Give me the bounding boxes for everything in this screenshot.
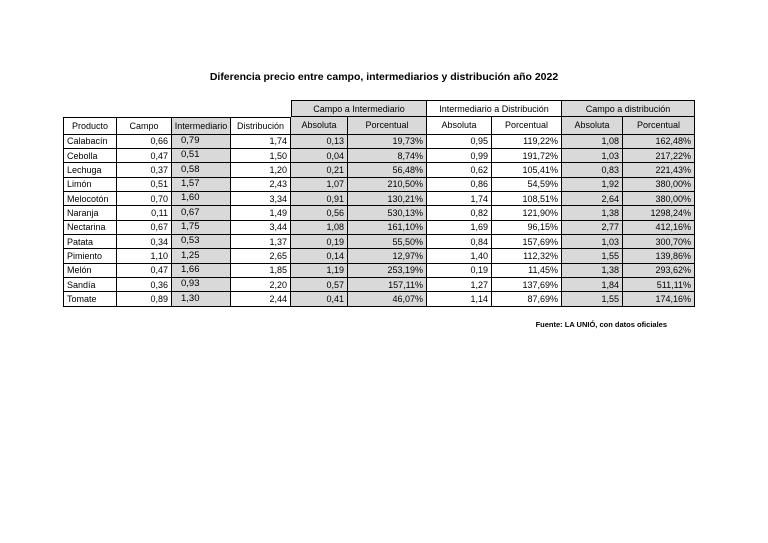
value-cell: 0,99: [427, 149, 492, 163]
value-cell: 1,66: [172, 264, 231, 278]
value-cell: 0,84: [427, 235, 492, 249]
value-cell: 253,19%: [348, 264, 427, 278]
column-header: Absoluta: [291, 117, 348, 135]
product-cell: Lechuga: [63, 163, 117, 177]
value-cell: 0,13: [291, 135, 348, 149]
value-cell: 0,11: [117, 206, 172, 220]
value-cell: 511,11%: [623, 278, 695, 292]
value-cell: 112,32%: [492, 249, 562, 263]
value-cell: 1298,24%: [623, 206, 695, 220]
value-cell: 8,74%: [348, 149, 427, 163]
value-cell: 121,90%: [492, 206, 562, 220]
value-cell: 0,34: [117, 235, 172, 249]
value-cell: 1,38: [562, 206, 623, 220]
value-cell: 0,19: [427, 264, 492, 278]
value-cell: 2,64: [562, 192, 623, 206]
column-header: Producto: [63, 117, 117, 135]
value-cell: 54,59%: [492, 178, 562, 192]
column-header: Absoluta: [427, 117, 492, 135]
value-cell: 130,21%: [348, 192, 427, 206]
value-cell: 0,36: [117, 278, 172, 292]
value-cell: 1,57: [172, 178, 231, 192]
value-cell: 0,91: [291, 192, 348, 206]
value-cell: 221,43%: [623, 163, 695, 177]
value-cell: 0,57: [291, 278, 348, 292]
value-cell: 3,34: [231, 192, 291, 206]
price-table: [63, 100, 695, 307]
value-cell: 300,70%: [623, 235, 695, 249]
value-cell: 1,08: [562, 135, 623, 149]
value-cell: 2,44: [231, 292, 291, 306]
value-cell: 1,55: [562, 292, 623, 306]
value-cell: 1,30: [172, 292, 231, 306]
product-cell: Melón: [63, 264, 117, 278]
value-cell: 139,86%: [623, 249, 695, 263]
value-cell: 3,44: [231, 221, 291, 235]
column-header: Porcentual: [492, 117, 562, 135]
value-cell: 1,84: [562, 278, 623, 292]
value-cell: 1,20: [231, 163, 291, 177]
column-header: Campo: [117, 117, 172, 135]
value-cell: 1,27: [427, 278, 492, 292]
group-header-spacer: [63, 100, 291, 117]
value-cell: 0,14: [291, 249, 348, 263]
value-cell: 0,37: [117, 163, 172, 177]
value-cell: 1,37: [231, 235, 291, 249]
value-cell: 0,51: [117, 178, 172, 192]
value-cell: 1,19: [291, 264, 348, 278]
value-cell: 0,58: [172, 163, 231, 177]
product-cell: Sandía: [63, 278, 117, 292]
value-cell: 2,43: [231, 178, 291, 192]
group-header: Campo a Intermediario: [291, 100, 427, 117]
value-cell: 137,69%: [492, 278, 562, 292]
value-cell: 1,03: [562, 149, 623, 163]
value-cell: 1,74: [231, 135, 291, 149]
product-cell: Limón: [63, 178, 117, 192]
product-cell: Tomate: [63, 292, 117, 306]
value-cell: 380,00%: [623, 192, 695, 206]
value-cell: 2,65: [231, 249, 291, 263]
value-cell: 174,16%: [623, 292, 695, 306]
value-cell: 0,86: [427, 178, 492, 192]
value-cell: 87,69%: [492, 292, 562, 306]
value-cell: 412,16%: [623, 221, 695, 235]
value-cell: 1,08: [291, 221, 348, 235]
value-cell: 210,50%: [348, 178, 427, 192]
value-cell: 0,93: [172, 278, 231, 292]
value-cell: 0,95: [427, 135, 492, 149]
product-cell: Naranja: [63, 206, 117, 220]
value-cell: 1,03: [562, 235, 623, 249]
value-cell: 0,79: [172, 135, 231, 149]
value-cell: 0,47: [117, 264, 172, 278]
value-cell: 162,48%: [623, 135, 695, 149]
value-cell: 0,51: [172, 149, 231, 163]
value-cell: 0,82: [427, 206, 492, 220]
value-cell: 12,97%: [348, 249, 427, 263]
value-cell: 0,62: [427, 163, 492, 177]
value-cell: 19,73%: [348, 135, 427, 149]
product-cell: Pimiento: [63, 249, 117, 263]
value-cell: 0,67: [117, 221, 172, 235]
value-cell: 0,66: [117, 135, 172, 149]
value-cell: 2,20: [231, 278, 291, 292]
value-cell: 1,14: [427, 292, 492, 306]
value-cell: 157,69%: [492, 235, 562, 249]
source-note: Fuente: LA UNIÓ, con datos oficiales: [535, 320, 667, 329]
value-cell: 1,07: [291, 178, 348, 192]
value-cell: 0,56: [291, 206, 348, 220]
value-cell: 1,85: [231, 264, 291, 278]
value-cell: 0,41: [291, 292, 348, 306]
product-cell: Nectarina: [63, 221, 117, 235]
product-cell: Calabacín: [63, 135, 117, 149]
product-cell: Cebolla: [63, 149, 117, 163]
value-cell: 530,13%: [348, 206, 427, 220]
value-cell: 2,77: [562, 221, 623, 235]
value-cell: 55,50%: [348, 235, 427, 249]
page-title: Diferencia precio entre campo, intermediarios y distribución año 2022: [209, 71, 559, 83]
column-header: Absoluta: [562, 117, 623, 135]
value-cell: 0,83: [562, 163, 623, 177]
value-cell: 0,89: [117, 292, 172, 306]
column-header: Porcentual: [348, 117, 427, 135]
value-cell: 0,04: [291, 149, 348, 163]
value-cell: 96,15%: [492, 221, 562, 235]
value-cell: 1,74: [427, 192, 492, 206]
value-cell: 0,70: [117, 192, 172, 206]
value-cell: 161,10%: [348, 221, 427, 235]
value-cell: 380,00%: [623, 178, 695, 192]
value-cell: 157,11%: [348, 278, 427, 292]
value-cell: 1,10: [117, 249, 172, 263]
value-cell: 0,21: [291, 163, 348, 177]
value-cell: 56,48%: [348, 163, 427, 177]
value-cell: 1,60: [172, 192, 231, 206]
value-cell: 0,19: [291, 235, 348, 249]
column-header: Intermediario: [172, 117, 231, 135]
value-cell: 0,53: [172, 235, 231, 249]
value-cell: 1,40: [427, 249, 492, 263]
value-cell: 293,62%: [623, 264, 695, 278]
group-header: Intermediario a Distribución: [427, 100, 562, 117]
value-cell: 191,72%: [492, 149, 562, 163]
product-cell: Patata: [63, 235, 117, 249]
column-header: Distribución: [231, 117, 291, 135]
value-cell: 1,75: [172, 221, 231, 235]
value-cell: 46,07%: [348, 292, 427, 306]
value-cell: 105,41%: [492, 163, 562, 177]
value-cell: 0,47: [117, 149, 172, 163]
value-cell: 1,38: [562, 264, 623, 278]
value-cell: 1,25: [172, 249, 231, 263]
value-cell: 1,92: [562, 178, 623, 192]
value-cell: 1,49: [231, 206, 291, 220]
value-cell: 0,67: [172, 206, 231, 220]
group-header: Campo a distribución: [562, 100, 695, 117]
column-header: Porcentual: [623, 117, 695, 135]
value-cell: 119,22%: [492, 135, 562, 149]
value-cell: 11,45%: [492, 264, 562, 278]
value-cell: 1,50: [231, 149, 291, 163]
value-cell: 1,55: [562, 249, 623, 263]
value-cell: 1,69: [427, 221, 492, 235]
value-cell: 217,22%: [623, 149, 695, 163]
value-cell: 108,51%: [492, 192, 562, 206]
product-cell: Melocotón: [63, 192, 117, 206]
